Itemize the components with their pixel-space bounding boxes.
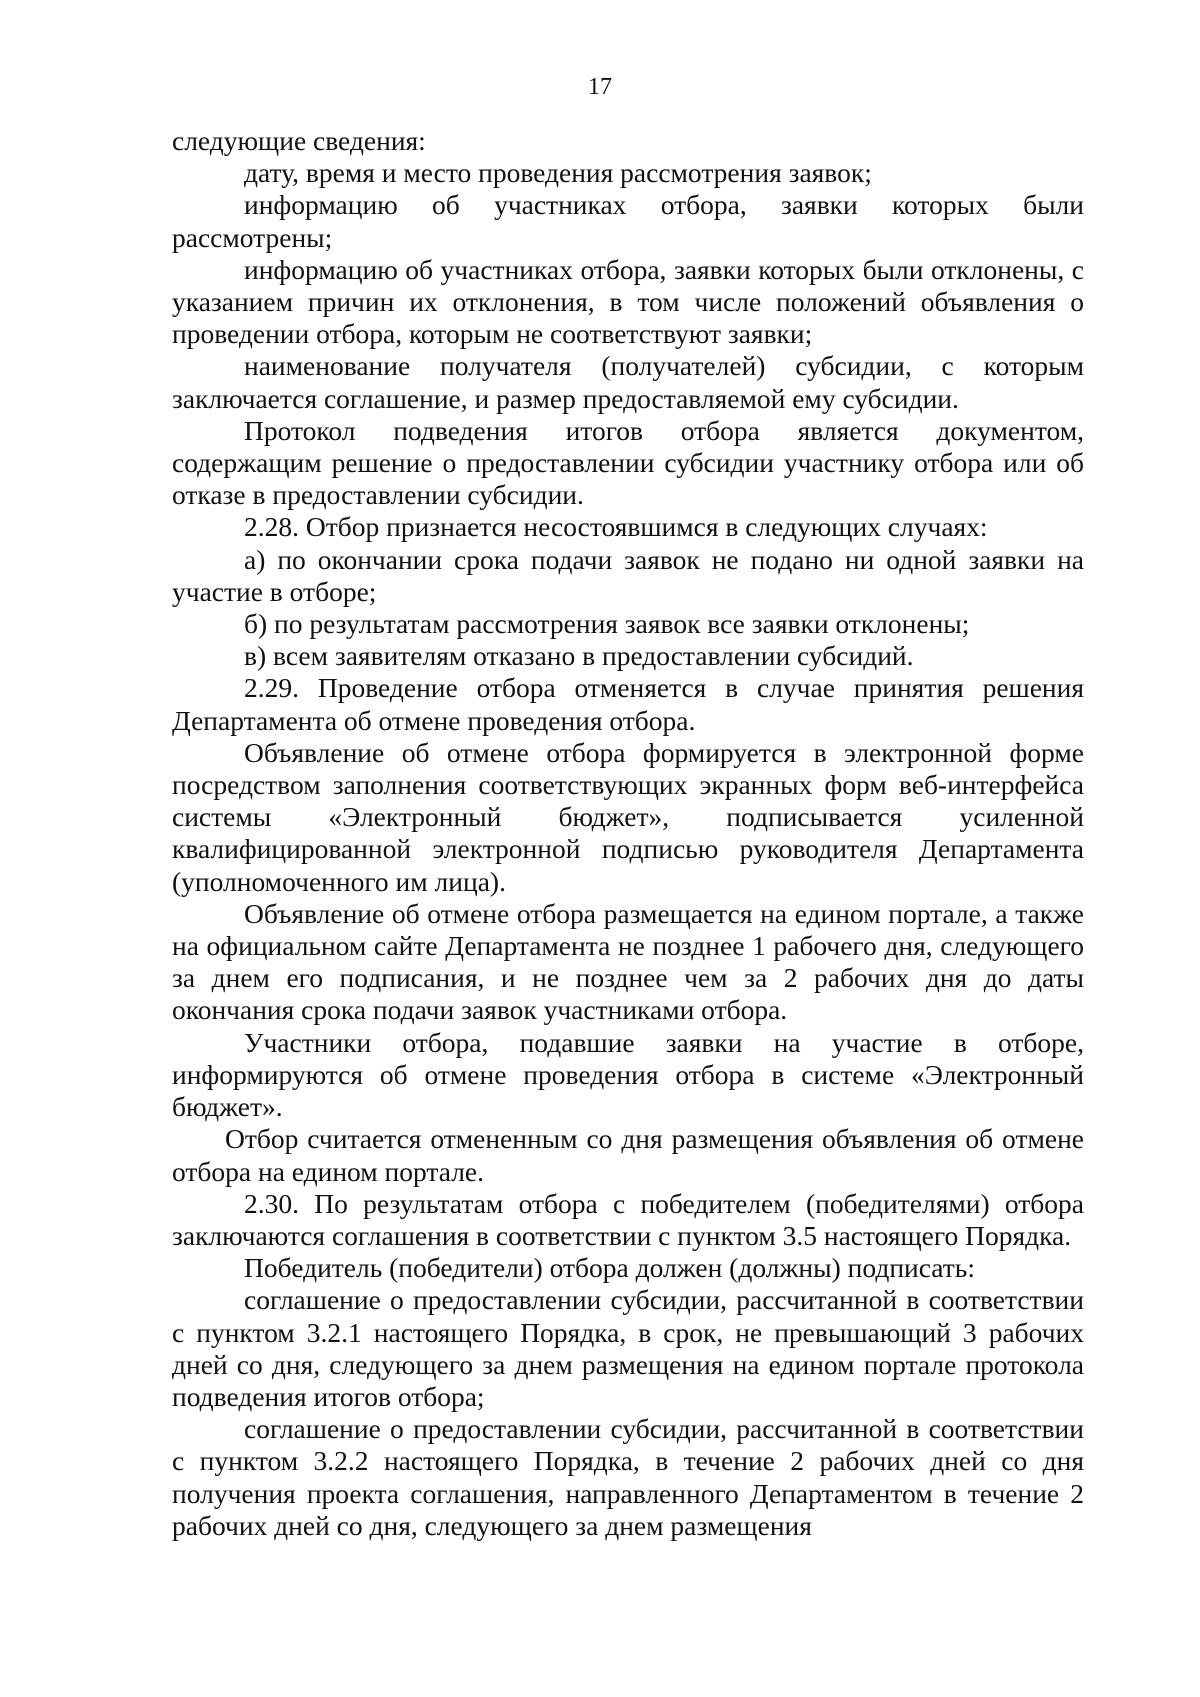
paragraph: Победитель (победители) отбора должен (должны) подписать: <box>244 1252 975 1284</box>
paragraph: 2.28. Отбор признается несостоявшимся в следующих случаях: <box>244 511 988 543</box>
paragraph: Отбор считается отмененным со дня размещения объявления об отмене отбора на едином портале. <box>172 1123 1084 1187</box>
paragraph: дату, время и место проведения рассмотрения заявок; <box>244 157 872 189</box>
paragraph: соглашение о предоставлении субсидии, рассчитанной в соответствии с пунктом 3.2.1 настоящего Порядка, в срок, не превышающий 3 рабочих дней со дня, следующего за днем размещения на едином портале протокола подведения итогов отбора; <box>172 1284 1084 1412</box>
paragraph: Участники отбора, подавшие заявки на участие в отборе, информируются об отмене проведения отбора в системе «Электронный бюджет». <box>172 1026 1084 1123</box>
document-body <box>172 125 1084 1542</box>
paragraph: информацию об участниках отбора, заявки которых были рассмотрены; <box>172 189 1084 253</box>
paragraph: следующие сведения: <box>172 125 426 156</box>
paragraph: наименование получателя (получателей) субсидии, с которым заключается соглашение, и размер предоставляемой ему субсидии. <box>172 350 1084 414</box>
paragraph: в) всем заявителям отказано в предоставлении субсидий. <box>244 640 914 672</box>
paragraph: 2.29. Проведение отбора отменяется в случае принятия решения Департамента об отмене проведения отбора. <box>172 672 1084 736</box>
paragraph: Объявление об отмене отбора формируется в электронной форме посредством заполнения соответствующих экранных форм веб-интерфейса системы «Электронный бюджет», подписывается усиленной квалифицированной электронной подписью руководителя Департамента (уполномоченного им лица). <box>172 736 1084 897</box>
paragraph: а) по окончании срока подачи заявок не подано ни одной заявки на участие в отборе; <box>172 543 1084 607</box>
paragraph: б) по результатам рассмотрения заявок все заявки отклонены; <box>244 608 970 640</box>
paragraph: Объявление об отмене отбора размещается на едином портале, а также на официальном сайте Департамента не позднее 1 рабочего дня, следующего за днем его подписания, и не позднее чем за 2 рабочих дня до даты окончания срока подачи заявок участниками отбора. <box>172 897 1084 1026</box>
paragraph: соглашение о предоставлении субсидии, рассчитанной в соответствии с пунктом 3.2.2 настоящего Порядка, в течение 2 рабочих дней со дня получения проекта соглашения, направленного Департаментом в течение 2 рабочих дней со дня, следующего за днем размещения <box>172 1413 1084 1541</box>
paragraph: информацию об участниках отбора, заявки которых были отклонены, с указанием причин их отклонения, в том числе положений объявления о проведении отбора, которым не соответствуют заявки; <box>172 253 1084 350</box>
paragraph: 2.30. По результатам отбора с победителем (победителями) отбора заключаются соглашения в соответствии с пунктом 3.5 настоящего Порядка. <box>172 1187 1084 1251</box>
page-number: 17 <box>588 74 612 100</box>
paragraph: Протокол подведения итогов отбора является документом, содержащим решение о предоставлении субсидии участнику отбора или об отказе в предоставлении субсидии. <box>172 414 1084 511</box>
